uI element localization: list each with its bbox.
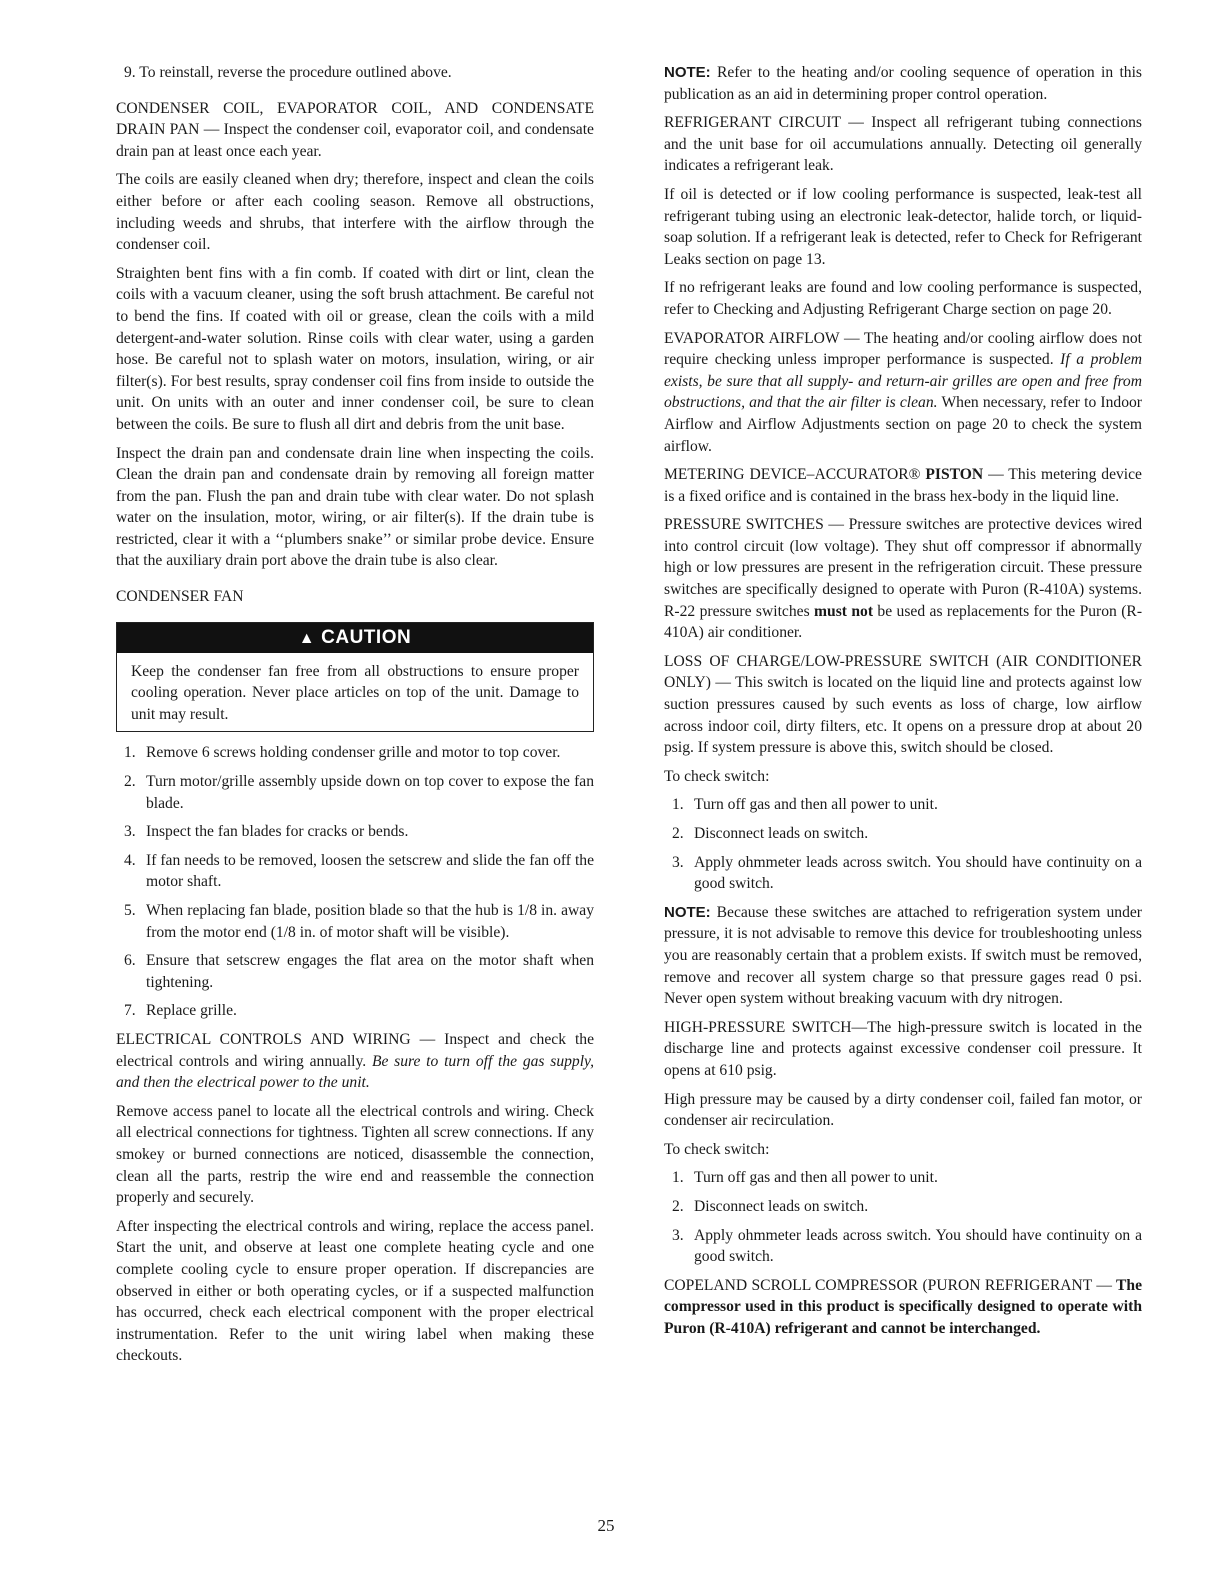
caution-box xyxy=(116,622,594,733)
refrigerant-p2: If no refrigerant leaks are found and low cooling performance is suspected, refer to Checking and Adjusting Refrigerant Charge section on page 20. xyxy=(664,279,1142,318)
caution-header xyxy=(117,623,593,653)
list-item: 5. When replacing fan blade, position blade so that the hub is 1/8 in. away from the motor end (1/8 in. of motor shaft will be visible). xyxy=(124,902,594,941)
high-pressure-p2: High pressure may be caused by a dirty condenser coil, failed fan motor, or condenser air recirculation. xyxy=(664,1090,1142,1130)
high-pressure-heading: HIGH-PRESSURE SWITCH— xyxy=(664,1018,868,1036)
scroll-heading: COPELAND SCROLL COMPRESSOR (PURON REFRIGERANT — xyxy=(664,1276,1112,1294)
coil-p1: The coils are easily cleaned when dry; therefore, inspect and clean the coils either before or after each cooling season. Remove all obstructions, including weeds and shrubs, that interfere with the airflow through the condenser coil. xyxy=(116,171,594,254)
evaporator-heading: EVAPORATOR AIRFLOW — xyxy=(664,329,860,347)
evaporator-paragraph: EVAPORATOR AIRFLOW — The heating and/or cooling airflow does not require checking unless improper performance is suspected. If a problem exists, be sure that all supply- and return-air grilles are open and free from obstructions, and that the air filter is clean. When necessary, refer to Indoor Airflow and Airflow Adjustments section on page 20 to check the system airflow. xyxy=(664,329,1143,455)
fan-heading: CONDENSER FAN xyxy=(116,588,244,606)
check-switch-1: To check switch: xyxy=(664,767,770,785)
list-item: 1. Turn off gas and then all power to unit. xyxy=(672,1169,938,1187)
caution-title: CAUTION xyxy=(321,626,412,648)
pressure-paragraph: PRESSURE SWITCHES — Pressure switches are protective devices wired into control circuit (low voltage). They shut off compressor if abnormally high or low pressures are present in the refrigeration circuit. These pressure switches are specifically designed to operate with Puron (R-410A) systems. R-22 pressure switches must not be used as replacements for the Puron (R-410A) air conditioner. xyxy=(664,516,1143,642)
left-column xyxy=(116,62,594,1374)
page-number: 25 xyxy=(597,1516,615,1535)
list-item: 3. Apply ohmmeter leads across switch. You should have continuity on a good switch. xyxy=(672,853,1142,893)
list-item: 7. Replace grille. xyxy=(124,1002,237,1020)
note-2-label: NOTE: xyxy=(664,903,711,921)
electrical-paragraph: ELECTRICAL CONTROLS AND WIRING — Inspect and check the electrical controls and wiring annually. Be sure to turn off the gas supply, and then the electrical power to the unit. xyxy=(116,1030,595,1092)
coil-paragraph xyxy=(116,98,594,163)
refrigerant-p1: If oil is detected or if low cooling performance is suspected, leak-test all refrigerant tubing using an electronic leak-detector, halide torch, or liquid-soap solution. If a refrigerant leak is detected, refer to Check for Refrigerant Leaks section on page 13. xyxy=(664,185,1142,268)
list-item: 4. If fan needs to be removed, loosen the setscrew and slide the fan off the motor shaft. xyxy=(124,851,594,891)
note-1-label: NOTE: xyxy=(664,64,711,81)
caution-text: Keep the condenser fan free from all obstructions to ensure proper cooling operation. Never place articles on top of the unit. Damage to unit may result. xyxy=(131,662,579,723)
check-1-steps-list xyxy=(664,794,1142,894)
metering-heading: METERING DEVICE–ACCURATOR® xyxy=(664,466,921,484)
right-column xyxy=(664,62,1142,1346)
loss-heading: LOSS OF CHARGE/LOW-PRESSURE SWITCH (AIR CONDITIONER ONLY) — xyxy=(664,652,1142,692)
refrigerant-paragraph: REFRIGERANT CIRCUIT — Inspect all refrigerant tubing connections and the unit base for oil accumulations annually. Detecting oil generally indicates a refrigerant leak. xyxy=(664,114,1142,175)
electrical-p2: After inspecting the electrical controls and wiring, replace the access panel. Start the unit, and observe at least one complete heating cycle and one complete cooling cycle to ensure proper operation. If discrepancies are observed in either or both operating cycles, or if a suspected malfunction has occurred, check each electrical component with the proper electrical instrumentation. Refer to the unit wiring label when making these checkouts. xyxy=(116,1217,594,1365)
fan-steps-list xyxy=(116,742,594,1022)
coil-intro: Inspect the condenser coil, evaporator coil, and condensate drain pan at least once each year. xyxy=(116,121,594,160)
electrical-italic: Be sure to turn off the gas supply, and then the electrical power to the unit. xyxy=(116,1052,595,1092)
list-item: 1. Turn off gas and then all power to unit. xyxy=(672,796,938,814)
coil-p2: Straighten bent fins with a fin comb. If coated with dirt or lint, clean the coils with a vacuum cleaner, using the soft brush attachment. Be careful not to bend the fins. If coated with oil or grease, clean the coils with a mild detergent-and-water solution. Rinse coils with clear water, using a garden hose. Be careful not to splash water on motors, insulation, wiring, or air filter(s). For best results, spray condenser coil fins from inside to outside the unit. On units with an outer and inner condenser coil, be sure to clean between the coils. Be sure to flush all dirt and debris from the unit base. xyxy=(116,264,594,433)
check-switch-2: To check switch: xyxy=(664,1140,770,1158)
loss-paragraph: LOSS OF CHARGE/LOW-PRESSURE SWITCH (AIR CONDITIONER ONLY) — This switch is located on the liquid line and protects against low suction pressures caused by such events as loss of charge, low airflow across indoor coil, dirty filters, etc. It opens on a pressure drop at about 20 psig. If system pressure is above this, switch should be closed. xyxy=(664,652,1142,757)
pressure-heading: PRESSURE SWITCHES — xyxy=(664,516,844,534)
scroll-paragraph: COPELAND SCROLL COMPRESSOR (PURON REFRIGERANT — The compressor used in this product is specifically designed to operate with Puron (R-410A) refrigerant and cannot be interchanged. xyxy=(664,1276,1142,1337)
note-1: NOTE: Refer to the heating and/or cooling sequence of operation in this publication as an aid in determining proper control operation. xyxy=(664,64,1142,103)
list-item: 1. Remove 6 screws holding condenser grille and motor to top cover. xyxy=(124,744,561,762)
refrigerant-heading: REFRIGERANT CIRCUIT — xyxy=(664,114,864,132)
list-item: 3. Apply ohmmeter leads across switch. You should have continuity on a good switch. xyxy=(672,1226,1142,1266)
list-item: 2. Disconnect leads on switch. xyxy=(672,825,869,842)
list-item: 2. Disconnect leads on switch. xyxy=(672,1197,869,1215)
warning-triangle-icon: ▲ xyxy=(298,629,316,647)
metering-paragraph: METERING DEVICE–ACCURATOR® PISTON — This metering device is a fixed orifice and is contained in the brass hex-body in the liquid line. xyxy=(664,466,1142,505)
list-item: 2. Turn motor/grille assembly upside down on top cover to expose the fan blade. xyxy=(124,773,594,812)
electrical-heading: ELECTRICAL CONTROLS AND WIRING — xyxy=(116,1030,436,1048)
note-2: NOTE: Because these switches are attached to refrigeration system under pressure, it is not advisable to remove this device for troubleshooting unless you are reasonably certain that a problem exists. If switch must be removed, remove and recover all system charge so that pressure gages read 0 psi. Never open system without breaking vacuum with dry nitrogen. xyxy=(664,903,1142,1008)
list-item: 6. Ensure that setscrew engages the flat area on the motor shaft when tightening. xyxy=(124,952,594,991)
coil-p3: Inspect the drain pan and condensate drain line when inspecting the coils. Clean the drain pan and condensate drain by removing all foreign matter from the pan. Flush the pan and drain tube with clear water. Do not splash water on the insulation, motor, wiring, or air filter(s). If the drain tube is restricted, clear it with a ‘‘plumbers snake’’ or similar probe device. Ensure that the auxiliary drain port above the drain tube is also clear. xyxy=(116,444,594,570)
step-9: 9. To reinstall, reverse the procedure outlined above. xyxy=(124,64,452,81)
list-item: 3. Inspect the fan blades for cracks or bends. xyxy=(124,823,409,841)
electrical-p1: Remove access panel to locate all the electrical controls and wiring. Check all electrical connections for tightness. Tighten all screw connections. If any smokey or burned connections are noticed, disassemble the connection, clean all the parts, restrip the wire end and reassemble the connection properly and securely. xyxy=(116,1102,594,1207)
high-pressure-paragraph: HIGH-PRESSURE SWITCH—The high-pressure switch is located in the discharge line and protects against excessive condenser coil pressure. It opens at 610 psig. xyxy=(664,1018,1142,1079)
check-2-steps-list xyxy=(664,1167,1142,1267)
coil-heading: CONDENSER COIL, EVAPORATOR COIL, AND CONDENSATE DRAIN PAN — xyxy=(116,99,594,139)
